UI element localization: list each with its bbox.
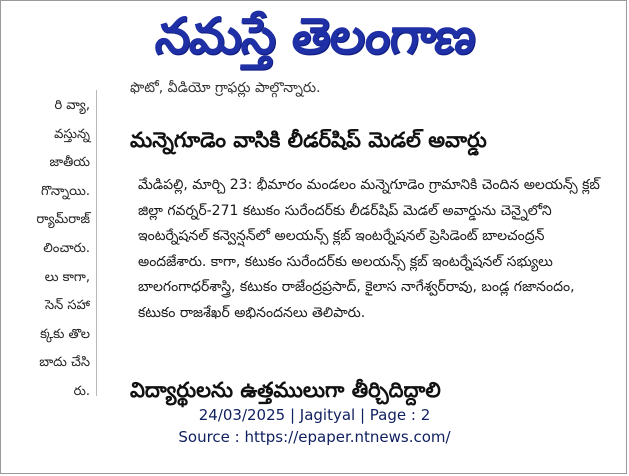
next-article-headline: విద్యార్థులను ఉత్తములుగా తీర్చిదిద్దాలి [130,378,441,402]
newspaper-clipping [0,80,629,402]
article-headline: మన్నెగూడెం వాసికి లీడర్‌షిప్ మెడల్ అవార్డు [130,128,487,152]
left-column-fragment [0,90,90,399]
article-paragraph: మేడిపల్లి, మార్చి 23: భీమారం మండలం మన్నెగూడెం గ్రామానికి చెందిన అలయన్స్ క్లబ్ జిల్లా గవర్నర్-271 కటుకం సురేందర్‌కు లీడర్‌షిప్ మెడల్ అవార్డును చెన్నైలోని ఇంటర్నేషనల్ కన్వెన్షన్‌లో అలయన్స్ క్లబ్ ఇంటర్నేషనల్ ప్రెసిడెంట్ బాలచంద్రన్ అందజేశారు. కాగా, కటుకం సురేందర్‌కు అలయన్స్ క్లబ్ ఇంటర్నేషనల్ సభ్యులు బాలగంగాధర్‌శాస్త్రి, కటుకం రాజేంద్రప్రసాద్, కైలాస నాగేశ్వర్‌రావు, బండ్ల గజానందం, కటుకం రాజశేఖర్ అభినందనలు తెలిపారు. [138,177,600,321]
left-column-line: జాతీయ [49,155,90,171]
left-column-lines [0,92,90,407]
left-column-line: గొన్నాయి. [41,183,90,199]
left-column-line: రి వ్యా, [54,98,90,113]
left-column-line: సెన్ సహా [45,298,90,314]
left-column-line: క్కకు తొల [40,326,90,342]
left-column-line: లు కాగా, [44,269,90,285]
article-body [138,173,610,326]
footer-source-line: Source : https://epaper.ntnews.com/ [178,428,451,446]
left-column-line: రు. [73,383,90,399]
column-divider [96,90,97,396]
cut-text-line: ఫొటో, వీడియో గ్రాఫర్లు పాల్గొన్నారు. [130,80,321,96]
left-column-line: బాదు చేసి [39,355,90,371]
masthead-logo: నమస్తే తెలంగాణ [152,6,479,65]
masthead [0,0,629,84]
left-column-line: వస్తున్న [54,126,90,142]
footer [0,404,629,448]
left-column-line: లించారు. [43,240,90,256]
left-column-line: ర్యామ్‌రాజ్ [36,212,90,228]
footer-date-line: 24/03/2025 | Jagityal | Page : 2 [198,406,431,424]
